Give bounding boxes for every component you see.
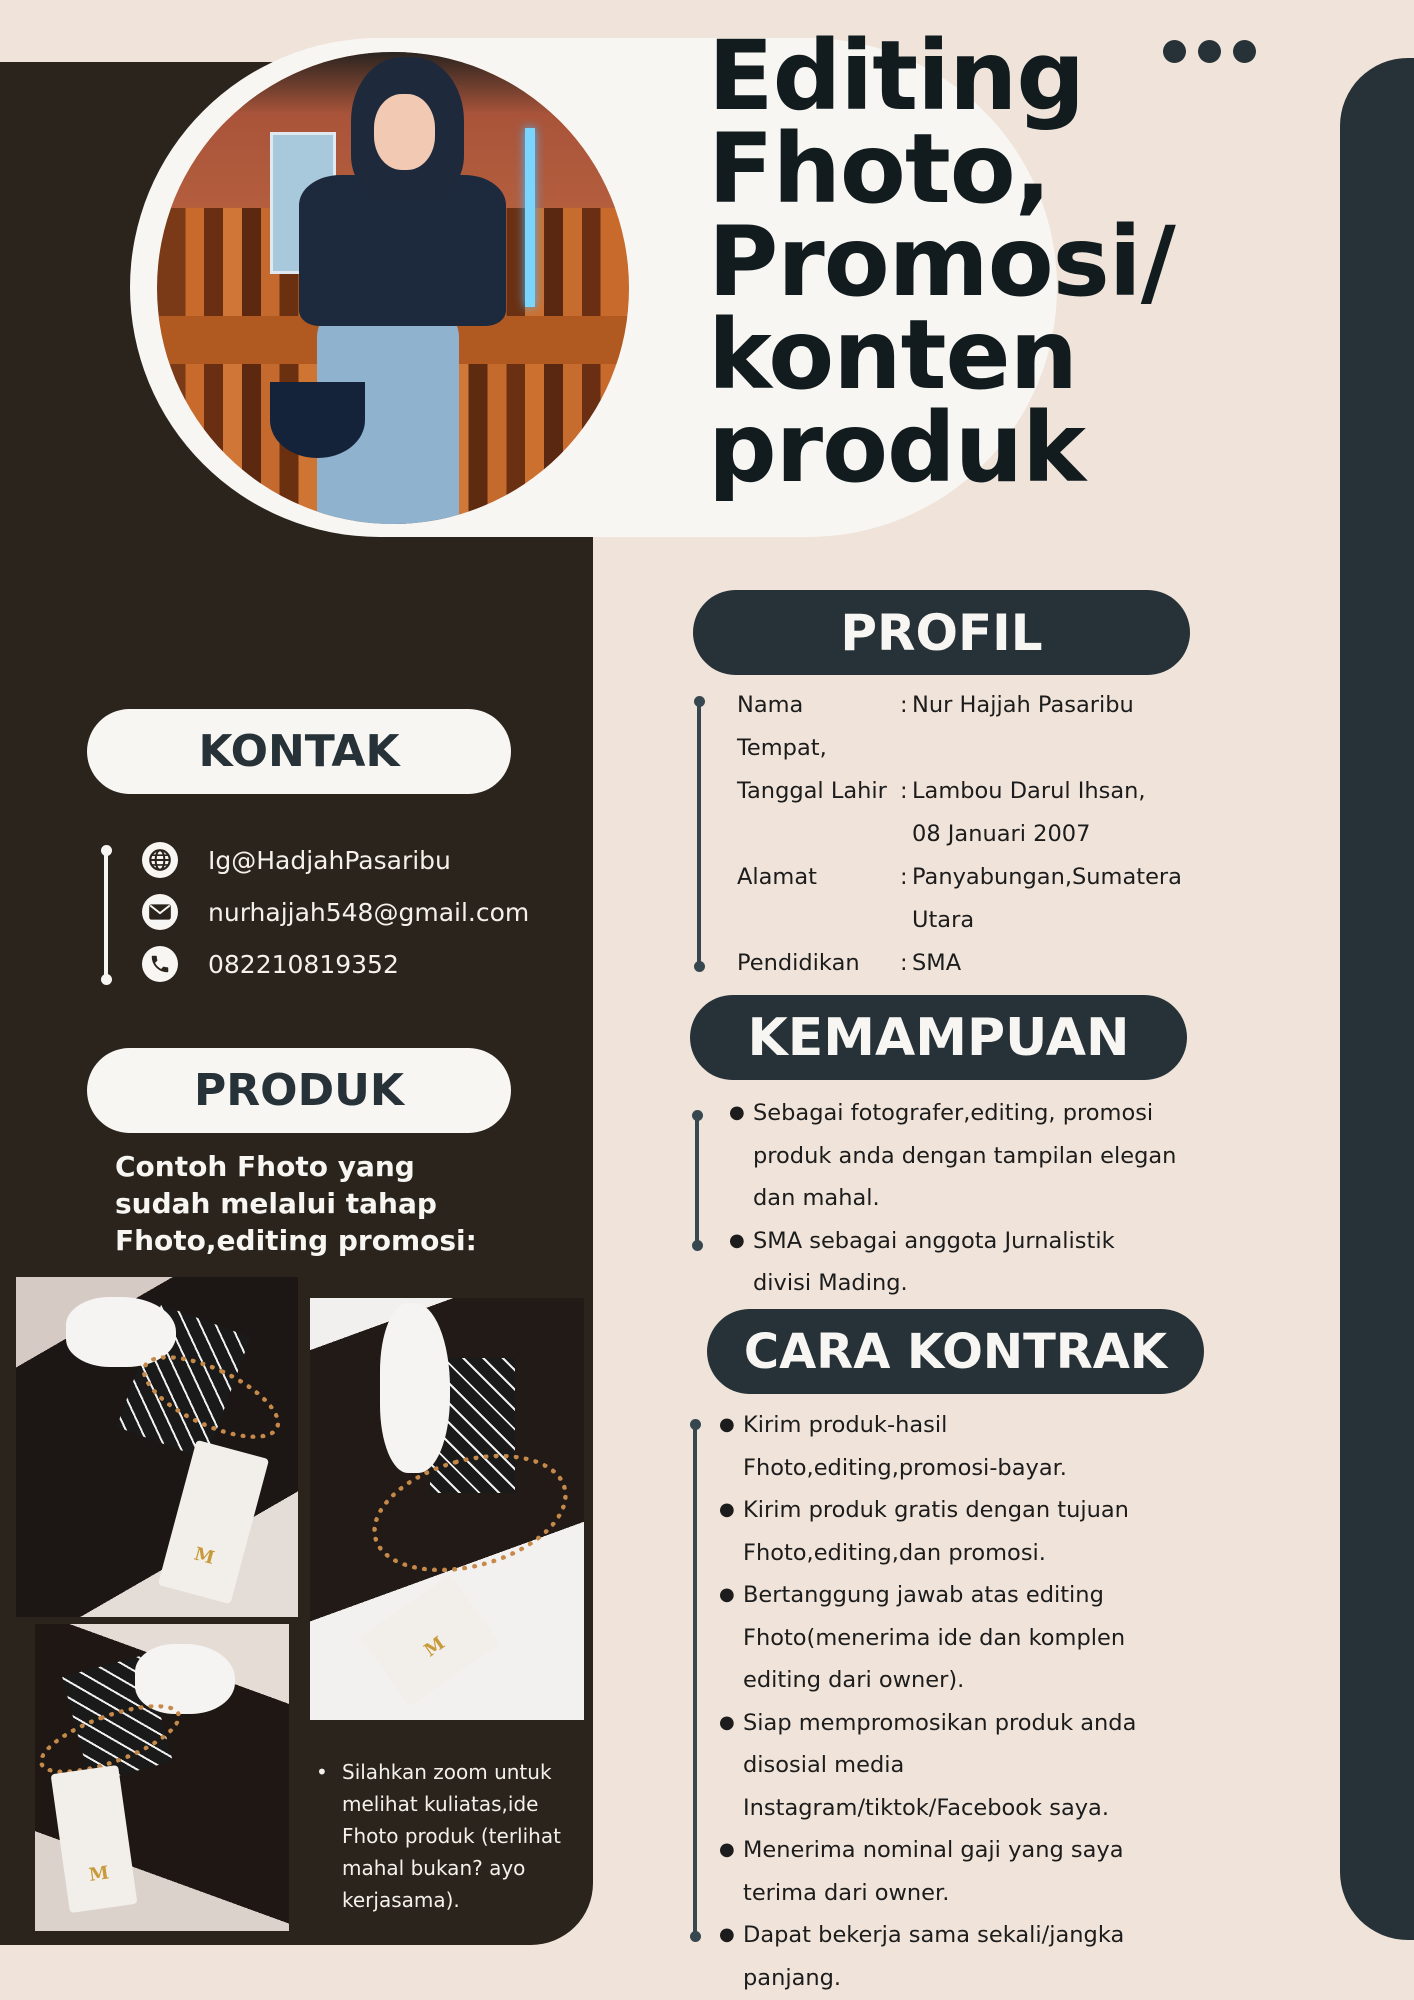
produk-heading: PRODUK [87,1048,511,1133]
contact-phone[interactable] [142,938,529,990]
profile-row-tempat: Tempat, [737,735,827,761]
contact-email[interactable] [142,886,529,938]
kontak-timeline-line [104,850,108,978]
list-item: ● Siap mempromosikan produk anda disosial media Instagram/tiktok/Facebook saya. [719,1709,1137,1821]
kemampuan-list [729,1092,1179,1305]
right-decorative-bar [1340,58,1414,1940]
email-address: nurhajjah548@gmail.com [208,897,530,927]
profile-row-nama: Nama : Nur Hajjah Pasaribu [737,692,1134,718]
profile-row-tanggal-lahir: Tanggal Lahir : Lambou Darul Ihsan, [737,778,1146,804]
profile-details [737,684,1257,985]
profile-row-tanggal-lahir-cont: 08 Januari 2007 [912,821,1091,847]
cara-kontrak-list [719,1404,1199,1999]
list-item: ● Dapat bekerja sama sekali/jangka panjang. [719,1922,1125,1991]
instagram-handle: Ig@HadjahPasaribu [208,845,451,875]
brand-logo: M [420,1632,449,1662]
handbag [270,382,364,458]
list-item: ● Bertanggung jawab atas editing Fhoto(menerima ide dan komplen editing dari owner). [719,1582,1126,1693]
kontak-list [142,834,529,990]
product-photo-3 [35,1624,289,1931]
list-item: ● Kirim produk-hasil Fhoto,editing,promosi-bayar. [719,1412,1067,1481]
produk-caption: Contoh Fhoto yang sudah melalui tahap Fhoto,editing promosi: [115,1150,477,1257]
product-photo-2 [310,1298,584,1720]
list-item: ● Kirim produk gratis dengan tujuan Fhoto,editing,dan promosi. [719,1497,1129,1566]
brand-logo: M [191,1543,217,1570]
profil-heading: PROFIL [693,590,1190,675]
contact-instagram[interactable] [142,834,529,886]
profile-row-pendidikan: Pendidikan : SMA [737,950,962,976]
brand-logo: M [87,1862,111,1886]
page-title: Editing Fhoto, Promosi/ konten produk [708,20,1175,504]
phone-number: 082210819352 [208,949,399,979]
phone-icon [142,946,178,982]
cara-kontrak-heading: CARA KONTRAK [707,1309,1204,1394]
zoom-note: • Silahkan zoom untuk melihat kuliatas,ide Fhoto produk (terlihat mahal bukan? ayo kerjasama). [316,1760,561,1912]
three-dots-icon [1163,40,1256,63]
profil-timeline-line [697,700,701,966]
mail-icon [142,894,178,930]
list-item: ● SMA sebagai anggota Jurnalistik divisi Mading. [729,1227,1115,1296]
kemampuan-timeline-line [695,1115,699,1245]
kemampuan-heading: KEMAMPUAN [690,995,1187,1080]
globe-icon [142,842,178,878]
profile-photo [157,52,629,524]
product-photo-1 [16,1277,298,1617]
list-item: ● Menerima nominal gaji yang saya terima dari owner. [719,1837,1124,1906]
profile-row-alamat: Alamat : Panyabungan,Sumatera [737,864,1182,890]
kontak-heading: KONTAK [87,709,511,794]
list-item: ● Sebagai fotografer,editing, promosi produk anda dengan tampilan elegan dan mahal. [729,1100,1177,1211]
profile-row-alamat-cont: Utara [912,907,975,933]
cara-kontrak-timeline-line [693,1424,697,1936]
